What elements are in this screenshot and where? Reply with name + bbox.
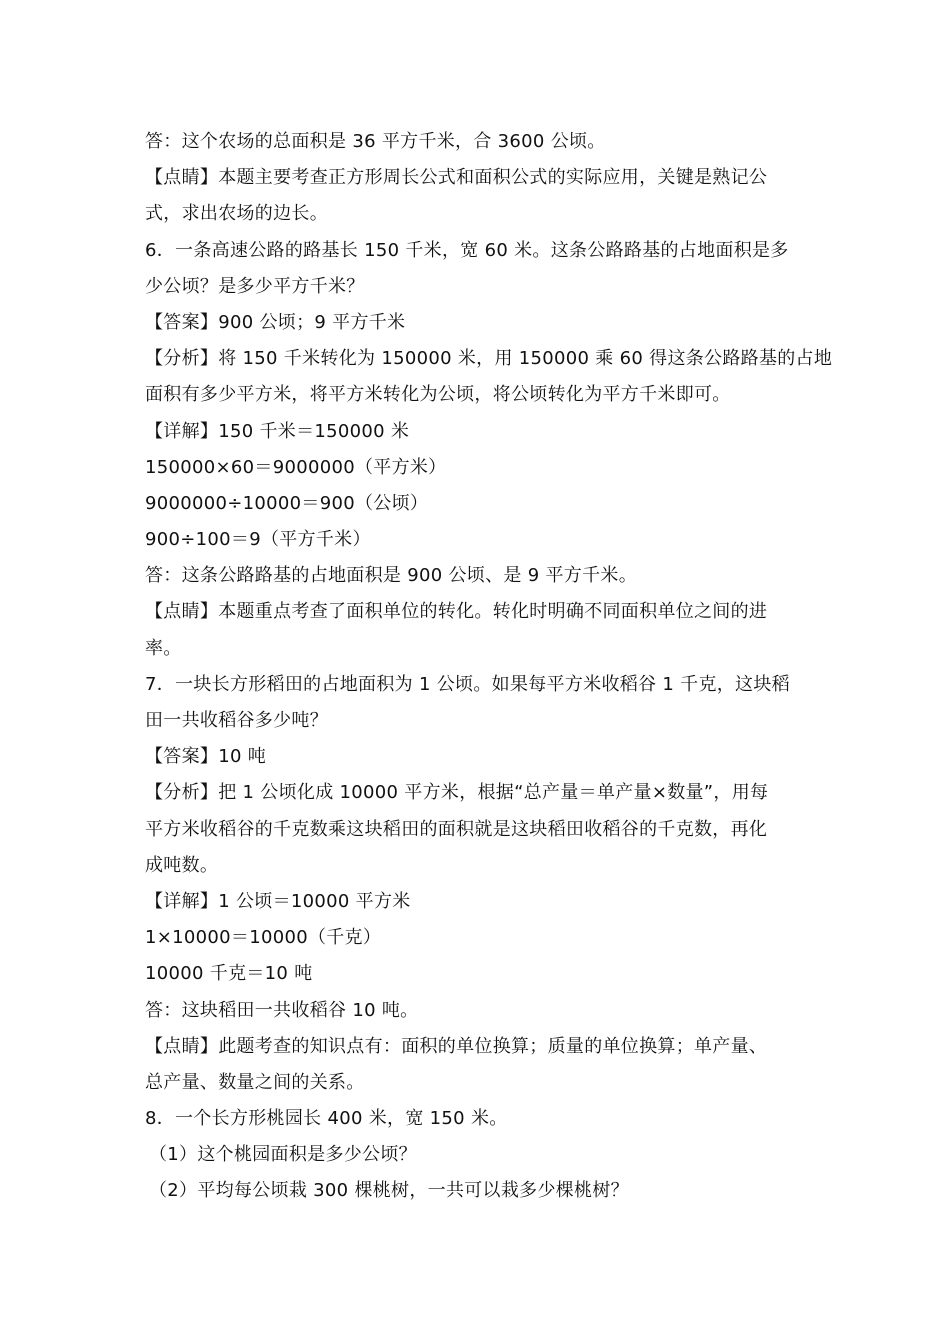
solution-line: 10000 千克＝10 吨 [145, 963, 313, 985]
analysis-line: 面积有多少平方米，将平方米转化为公顷，将公顷转化为平方千米即可。 [145, 384, 731, 406]
answer-line: 【答案】10 吨 [145, 746, 267, 768]
question-7-line: 7．一块长方形稻田的占地面积为 1 公顷。如果每平方米收稻谷 1 千克，这块稻 [145, 673, 790, 695]
solution-line: 【详解】1 公顷＝10000 平方米 [145, 890, 411, 912]
question-6-line: 少公顷？是多少平方千米？ [145, 275, 365, 297]
comment-line: 【点睛】此题考查的知识点有：面积的单位换算；质量的单位换算；单产量、 [145, 1035, 768, 1057]
text-line: 答：这块稻田一共收稻谷 10 吨。 [145, 999, 419, 1021]
document-body [145, 124, 833, 1210]
analysis-line: 【分析】将 150 千米转化为 150000 米，用 150000 乘 60 得这条公路路基的占地 [145, 348, 833, 370]
solution-line: 【详解】150 千米＝150000 米 [145, 420, 410, 442]
text-line: 式，求出农场的边长。 [145, 203, 328, 225]
comment-line: 总产量、数量之间的关系。 [145, 1071, 365, 1093]
question-8-line: 8．一个长方形桃园长 400 米，宽 150 米。 [145, 1108, 508, 1130]
question-7-line: 田一共收稻谷多少吨？ [145, 710, 328, 731]
solution-line: 9000000÷10000＝900（公顷） [145, 492, 429, 514]
text-line: 答：这个农场的总面积是 36 平方千米，合 3600 公顷。 [145, 131, 606, 152]
question-6-line: 6．一条高速公路的路基长 150 千米，宽 60 米。这条公路路基的占地面积是多 [145, 239, 789, 261]
sub-question-line: （1）这个桃园面积是多少公顷？ [149, 1144, 417, 1166]
analysis-line: 成吨数。 [145, 854, 219, 876]
answer-line: 【答案】900 公顷；9 平方千米 [145, 311, 406, 333]
analysis-line: 【分析】把 1 公顷化成 10000 平方米，根据“总产量＝单产量×数量”，用每 [145, 782, 769, 804]
comment-line: 率。 [145, 637, 182, 659]
solution-line: 150000×60＝9000000（平方米） [145, 456, 447, 478]
comment-line: 【点睛】本题重点考查了面积单位的转化。转化时明确不同面积单位之间的进 [145, 601, 768, 623]
sub-question-line: （2）平均每公顷栽 300 棵桃树，一共可以栽多少棵桃树？ [149, 1180, 629, 1202]
text-line: 答：这条公路路基的占地面积是 900 公顷、是 9 平方千米。 [145, 565, 637, 587]
solution-line: 1×10000＝10000（千克） [145, 927, 382, 949]
analysis-line: 平方米收稻谷的千克数乘这块稻田的面积就是这块稻田收稻谷的千克数，再化 [145, 818, 768, 840]
text-line: 【点睛】本题主要考查正方形周长公式和面积公式的实际应用，关键是熟记公 [145, 167, 768, 189]
solution-line: 900÷100＝9（平方千米） [145, 529, 371, 551]
